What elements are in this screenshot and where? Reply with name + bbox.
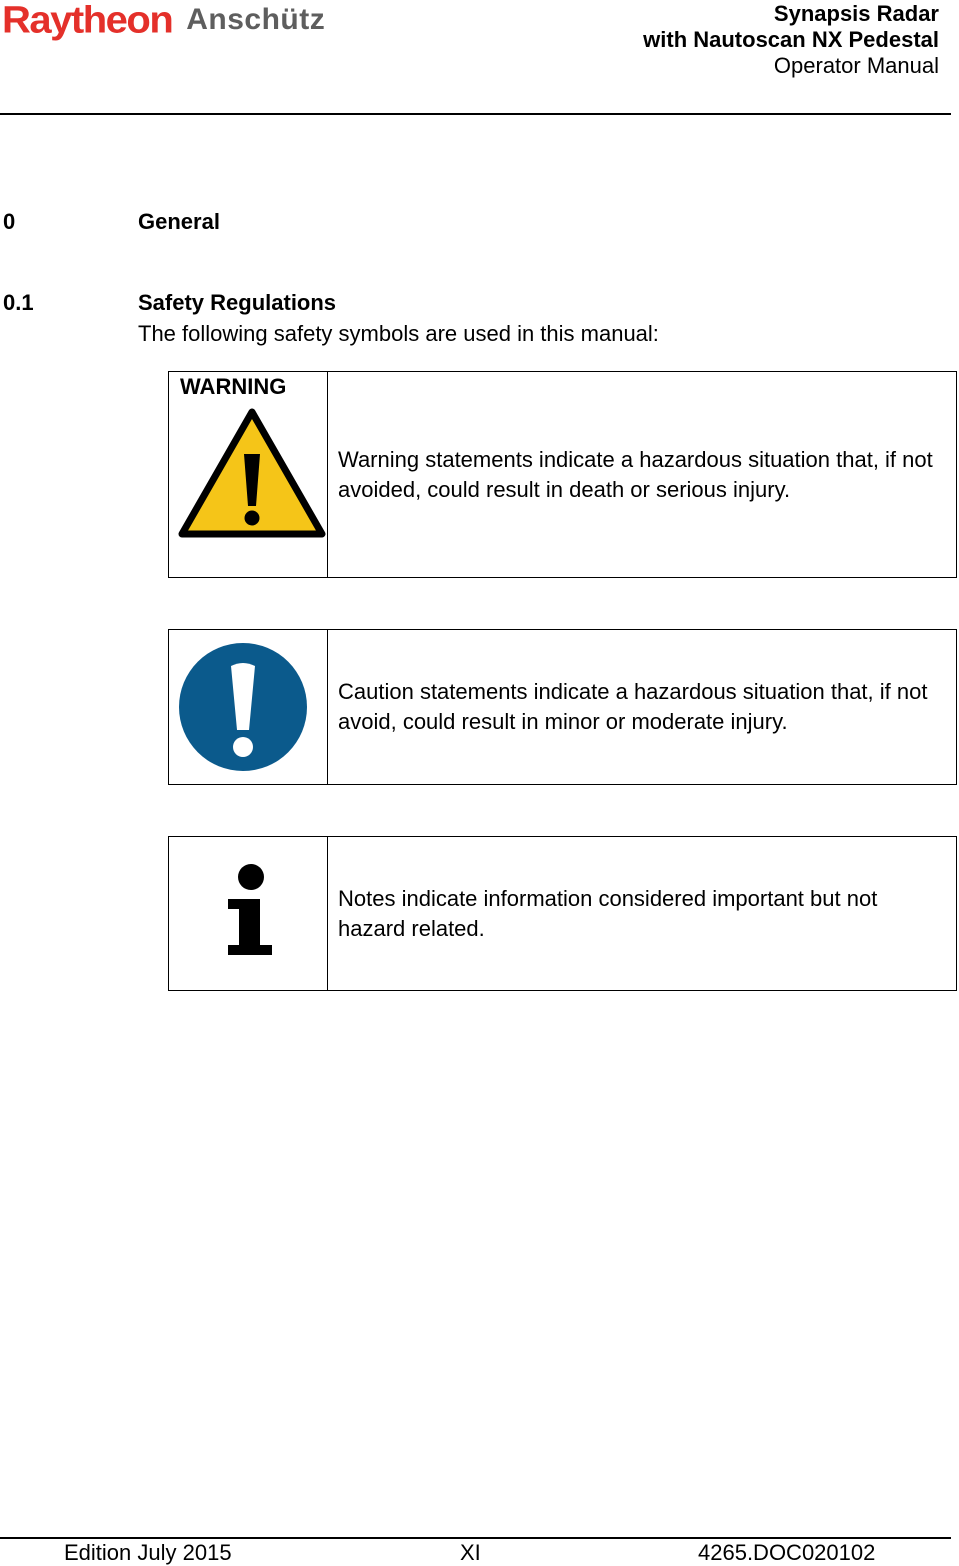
warning-text: Warning statements indicate a hazardous situation that, if not avoided, could result in death or serious injury. <box>338 446 933 502</box>
chapter-title: General <box>138 209 220 234</box>
chapter-number: 0 <box>3 209 16 234</box>
footer-edition: Edition July 2015 <box>64 1540 232 1565</box>
logo-brand: Raytheon <box>2 0 173 41</box>
warning-icon-cell <box>169 372 328 577</box>
company-logo <box>2 0 325 40</box>
header-product: Synapsis Radar <box>773 1 939 26</box>
footer-rule <box>0 1537 951 1539</box>
logo-sub: Anschütz <box>186 3 326 36</box>
caution-text: Caution statements indicate a hazardous situation that, if not avoid, could result in minor or moderate injury. <box>338 679 928 734</box>
header-rule <box>0 113 951 115</box>
document-header <box>643 1 939 79</box>
header-product-variant: with Nautoscan NX Pedestal <box>643 27 939 52</box>
caution-exclamation-icon <box>178 642 308 772</box>
warning-box <box>168 371 957 578</box>
section-intro: The following safety symbols are used in this manual: <box>138 321 659 346</box>
info-text: Notes indicate information considered important but not hazard related. <box>338 885 878 941</box>
warning-label: WARNING <box>180 374 287 399</box>
warning-triangle-icon <box>178 408 326 538</box>
caution-icon-cell <box>169 630 328 784</box>
info-icon <box>224 863 276 957</box>
info-icon-cell <box>169 837 328 990</box>
section-number: 0.1 <box>3 290 34 315</box>
footer-page-number: XI <box>460 1540 481 1565</box>
caution-box <box>168 629 957 785</box>
info-box <box>168 836 957 991</box>
header-doc-type: Operator Manual <box>773 53 939 78</box>
footer-doc-number: 4265.DOC020102 <box>698 1540 876 1565</box>
section-title: Safety Regulations <box>138 290 337 315</box>
